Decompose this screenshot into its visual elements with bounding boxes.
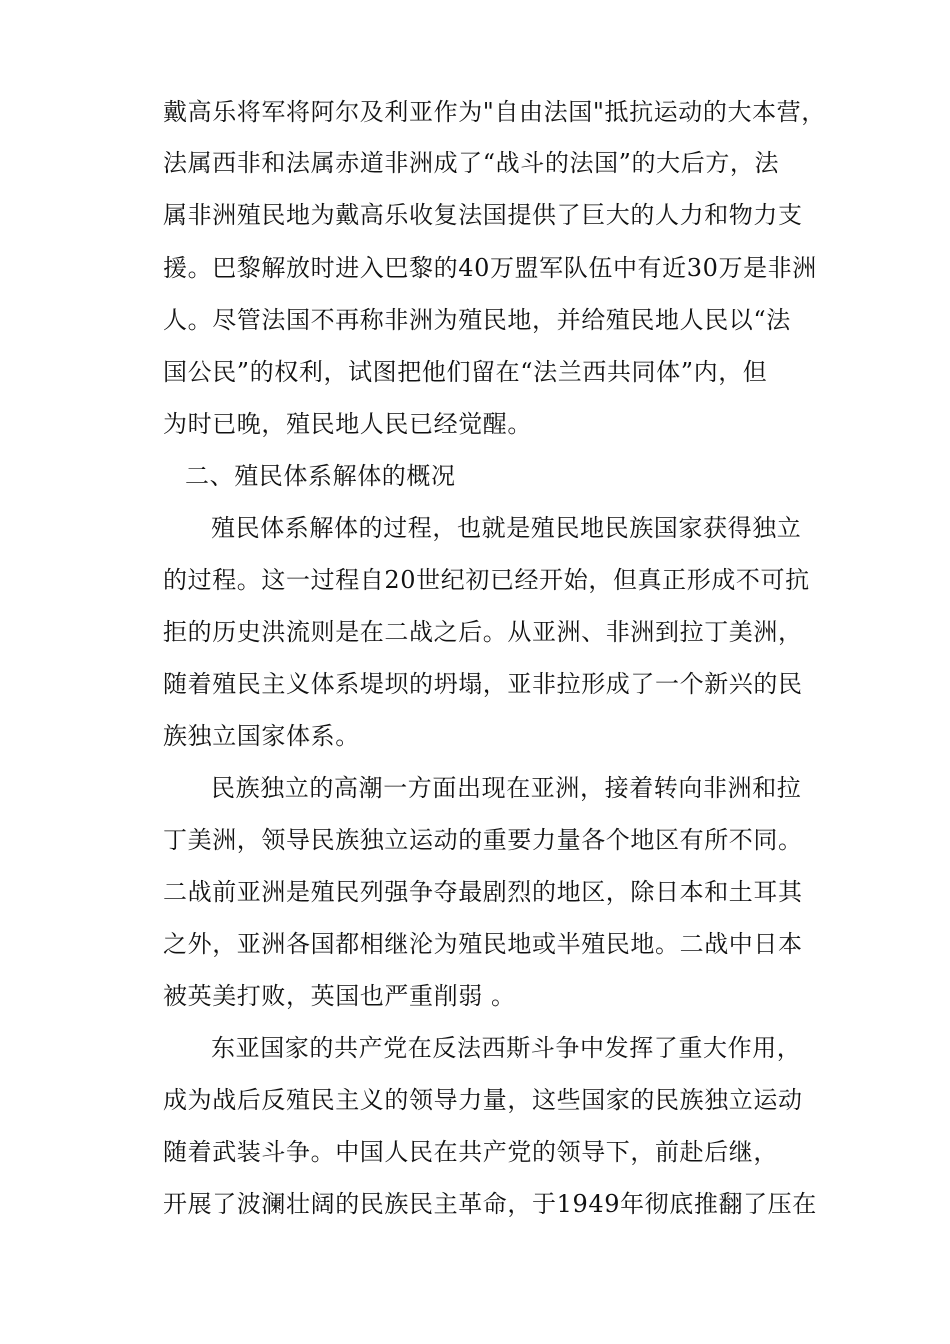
text-line: 随着殖民主义体系堤坝的坍塌，亚非拉形成了一个新兴的民 — [163, 670, 803, 698]
text-line: 殖民体系解体的过程，也就是殖民地民族国家获得独立 — [211, 514, 802, 542]
text-line: 援。巴黎解放时进入巴黎的40万盟军队伍中有近30万是非洲 — [163, 254, 817, 282]
text-line: 的过程。这一过程自20世纪初已经开始，但真正形成不可抗 — [163, 566, 810, 594]
text-line: 被英美打败，英国也严重削弱 。 — [163, 982, 516, 1010]
text-line: 成为战后反殖民主义的领导力量，这些国家的民族独立运动 — [163, 1086, 803, 1114]
text-line: 法属西非和法属赤道非洲成了“战斗的法国”的大后方，法 — [163, 149, 780, 177]
section-heading: 二、殖民体系解体的概况 — [185, 462, 456, 490]
text-line: 族独立国家体系。 — [163, 722, 360, 750]
text-line: 开展了波澜壮阔的民族民主革命，于1949年彻底推翻了压在 — [163, 1190, 817, 1218]
text-line: 拒的历史洪流则是在二战之后。从亚洲、非洲到拉丁美洲， — [163, 618, 803, 646]
text-line: 二战前亚洲是殖民列强争夺最剧烈的地区，除日本和土耳其 — [163, 878, 803, 906]
text-line: 丁美洲，领导民族独立运动的重要力量各个地区有所不同。 — [163, 826, 803, 854]
text-line: 之外，亚洲各国都相继沦为殖民地或半殖民地。二战中日本 — [163, 930, 803, 958]
text-line: 人。尽管法国不再称非洲为殖民地，并给殖民地人民以“法 — [163, 306, 791, 334]
text-line: 戴高乐将军将阿尔及利亚作为"自由法国"抵抗运动的大本营， — [163, 98, 826, 126]
text-line: 东亚国家的共产党在反法西斯斗争中发挥了重大作用， — [211, 1034, 802, 1062]
text-line: 民族独立的高潮一方面出现在亚洲，接着转向非洲和拉 — [211, 774, 802, 802]
text-line: 为时已晚，殖民地人民已经觉醒。 — [163, 410, 532, 438]
text-line: 国公民”的权利，试图把他们留在“法兰西共同体”内，但 — [163, 358, 768, 386]
text-line: 随着武装斗争。中国人民在共产党的领导下，前赴后继， — [163, 1138, 778, 1166]
text-line: 属非洲殖民地为戴高乐收复法国提供了巨大的人力和物力支 — [163, 201, 803, 229]
